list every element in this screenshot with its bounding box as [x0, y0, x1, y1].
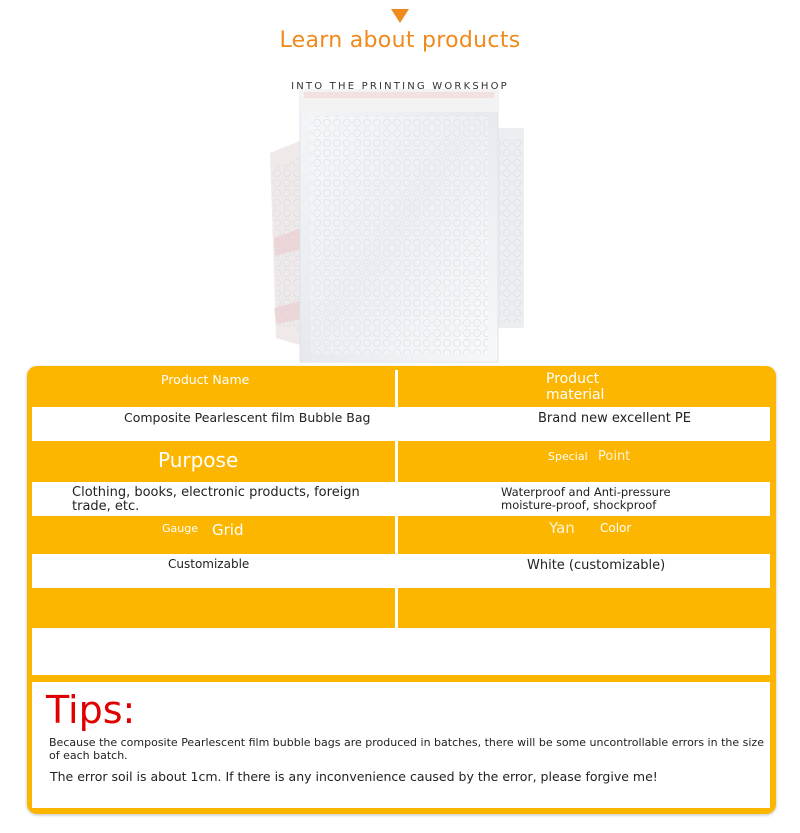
tips-title: Tips:: [46, 688, 136, 732]
column-divider: [395, 441, 398, 482]
product-photo: [262, 78, 534, 366]
label-grid: Grid: [212, 521, 244, 539]
tips-line-2: The error soil is about 1cm. If there is any inconvenience caused by the error, please forgive me!: [50, 769, 658, 784]
column-divider: [395, 516, 398, 554]
photo-caption: INTO THE PRINTING WORKSHOP: [291, 81, 509, 92]
label-product-material: Product material: [546, 371, 605, 403]
value-color: White (customizable): [527, 558, 666, 573]
label-point: Point: [598, 449, 631, 464]
down-arrow-icon: [391, 9, 409, 23]
label-purpose: Purpose: [158, 448, 239, 472]
table-row: [32, 628, 770, 675]
label-yan: Yan: [549, 519, 575, 537]
column-divider: [395, 370, 398, 407]
value-product-material: Brand new excellent PE: [538, 411, 691, 426]
value-gauge: Customizable: [168, 557, 250, 571]
value-purpose: Clothing, books, electronic products, foreign trade, etc.: [72, 485, 360, 514]
tips-line-1: Because the composite Pearlescent film bubble bags are produced in batches, there will be some uncontrollable errors in the size of each batch.: [49, 736, 764, 762]
value-special-point: Waterproof and Anti-pressure moisture-proof, shockproof: [501, 485, 671, 512]
column-divider: [395, 588, 398, 628]
label-product-name: Product Name: [161, 372, 250, 387]
page-title: Learn about products: [279, 28, 521, 53]
value-product-name: Composite Pearlescent film Bubble Bag: [124, 410, 371, 425]
label-gauge: Gauge: [162, 522, 198, 535]
label-special: Special: [548, 450, 588, 463]
label-color: Color: [600, 521, 632, 535]
